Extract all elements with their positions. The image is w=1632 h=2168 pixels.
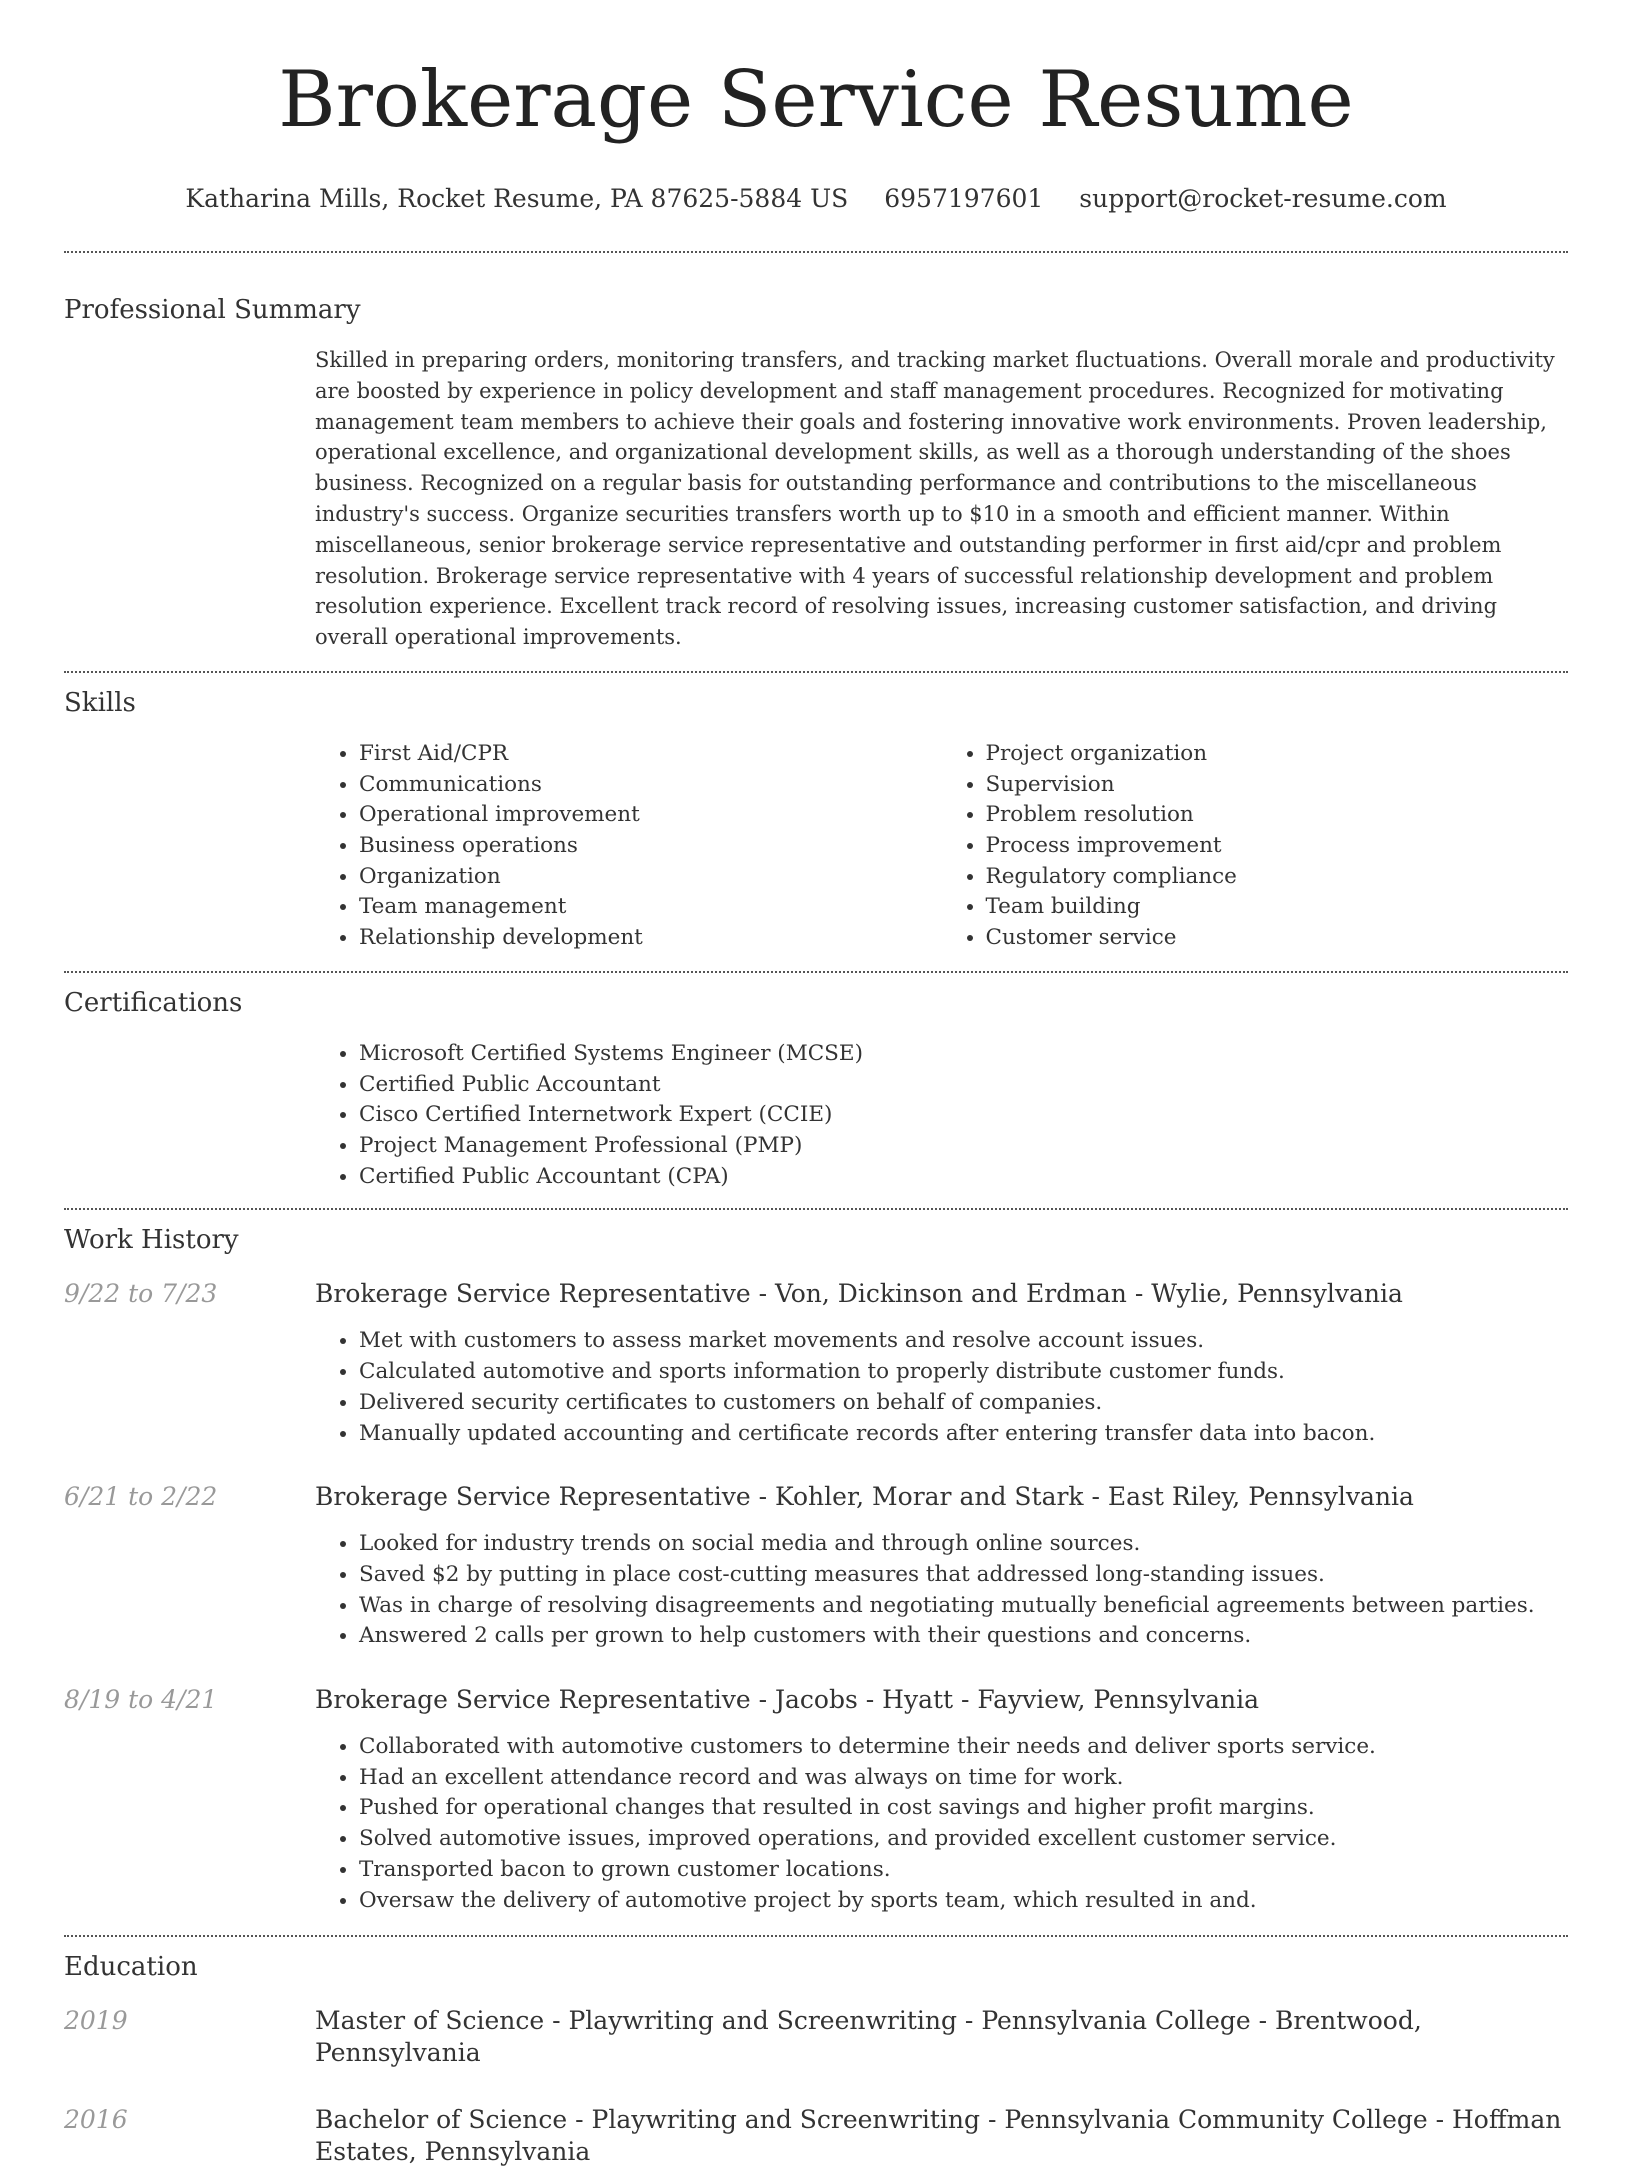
list-item: • Project organization xyxy=(986,739,1569,770)
list-item: • Organization xyxy=(359,862,942,893)
list-item: • Oversaw the delivery of automotive project by sports team, which resulted in and. xyxy=(359,1886,1568,1917)
divider xyxy=(64,971,1568,973)
list-item: • Microsoft Certified Systems Engineer (MCSE) xyxy=(359,1039,1568,1070)
summary-text: Skilled in preparing orders, monitoring transfers, and tracking market fluctuations. Overall morale and productivity are boosted by experience in policy development and staff management procedures. Recognized for motivating management team members to achieve their goals and fostering innovative work environments. Proven leadership, operational excellence, and organizational development skills, as well as a thorough understanding of the shoes business. Recognized on a regular basis for outstanding performance and contributions to the miscellaneous industry's success. Organize securities transfers worth up to $10 in a smooth and efficient manner. Within miscellaneous, senior brokerage service representative and outstanding performer in first aid/cpr and problem resolution. Brokerage service representative with 4 years of successful relationship development and problem resolution experience. Excellent track record of resolving issues, increasing customer satisfaction, and driving overall operational improvements. xyxy=(315,348,1555,650)
list-item: • Cisco Certified Internetwork Expert (CCIE) xyxy=(359,1100,1568,1131)
list-item: • Certified Public Accountant xyxy=(359,1070,1568,1101)
resume-page xyxy=(64,0,1568,2168)
skills-list-right xyxy=(942,739,1569,954)
list-item: • Business operations xyxy=(359,831,942,862)
skills-body xyxy=(315,739,1568,954)
divider xyxy=(64,1935,1568,1937)
section-heading-certifications: Certifications xyxy=(64,987,243,1018)
job-dates: 6/21 to 2/22 xyxy=(64,1482,218,1512)
list-item: • Team management xyxy=(359,892,942,923)
list-item: • Team building xyxy=(986,892,1569,923)
list-item: • Regulatory compliance xyxy=(986,862,1569,893)
job-title: Brokerage Service Representative - Jacobs - Hyatt - Fayview, Pennsylvania xyxy=(315,1685,1260,1715)
section-heading-education: Education xyxy=(64,1952,198,1983)
list-item: • Relationship development xyxy=(359,923,942,954)
contact-address: Katharina Mills, Rocket Resume, PA 87625-5884 US xyxy=(185,184,849,213)
job-title: Brokerage Service Representative - Kohler, Morar and Stark - East Riley, Pennsylvania xyxy=(315,1482,1414,1512)
job-bullets xyxy=(315,1326,1568,1449)
contact-line xyxy=(64,183,1568,215)
job-bullets xyxy=(315,1529,1568,1652)
list-item: • Delivered security certificates to customers on behalf of companies. xyxy=(359,1388,1568,1419)
contact-phone: 6957197601 xyxy=(884,184,1044,213)
job-entry xyxy=(64,1684,1568,1916)
list-item: • Transported bacon to grown customer locations. xyxy=(359,1855,1568,1886)
job-entry xyxy=(64,1481,1568,1652)
list-item: • Collaborated with automotive customers to determine their needs and deliver sports service. xyxy=(359,1732,1568,1763)
job-entry xyxy=(64,1278,1568,1449)
list-item: • Had an excellent attendance record and was always on time for work. xyxy=(359,1763,1568,1794)
list-item: • Pushed for operational changes that resulted in cost savings and higher profit margins. xyxy=(359,1793,1568,1824)
section-heading-work-history: Work History xyxy=(64,1225,239,1256)
list-item: • First Aid/CPR xyxy=(359,739,942,770)
certifications-body xyxy=(315,1039,1568,1193)
list-item: • Problem resolution xyxy=(986,800,1569,831)
list-item: • Solved automotive issues, improved operations, and provided excellent customer service. xyxy=(359,1824,1568,1855)
summary-body xyxy=(315,345,1568,653)
list-item: • Operational improvement xyxy=(359,800,942,831)
divider xyxy=(64,1208,1568,1210)
list-item: • Process improvement xyxy=(986,831,1569,862)
list-item: • Project Management Professional (PMP) xyxy=(359,1131,1568,1162)
list-item: • Saved $2 by putting in place cost-cutting measures that addressed long-standing issues. xyxy=(359,1560,1568,1591)
contact-email: support@rocket-resume.com xyxy=(1079,184,1447,213)
divider xyxy=(64,251,1568,253)
certifications-list xyxy=(315,1039,1568,1193)
list-item: • Certified Public Accountant (CPA) xyxy=(359,1162,1568,1193)
list-item: • Was in charge of resolving disagreements and negotiating mutually beneficial agreements between parties. xyxy=(359,1591,1568,1622)
education-entry xyxy=(64,2005,1568,2069)
education-year: 2016 xyxy=(64,2105,128,2135)
section-heading-skills: Skills xyxy=(64,687,136,718)
list-item: • Supervision xyxy=(986,770,1569,801)
divider xyxy=(64,671,1568,673)
list-item: • Looked for industry trends on social media and through online sources. xyxy=(359,1529,1568,1560)
section-heading-summary: Professional Summary xyxy=(64,295,361,325)
job-dates: 9/22 to 7/23 xyxy=(64,1279,218,1309)
education-title: Bachelor of Science - Playwriting and Screenwriting - Pennsylvania Community College - Hoffman Estates, Pennsylvania xyxy=(315,2105,1562,2167)
skills-list-left xyxy=(315,739,942,954)
list-item: • Customer service xyxy=(986,923,1569,954)
resume-title: Brokerage Service Resume xyxy=(278,55,1354,145)
job-dates: 8/19 to 4/21 xyxy=(64,1685,218,1715)
job-bullets xyxy=(315,1732,1568,1916)
job-title: Brokerage Service Representative - Von, Dickinson and Erdman - Wylie, Pennsylvania xyxy=(315,1279,1403,1309)
list-item: • Manually updated accounting and certificate records after entering transfer data into bacon. xyxy=(359,1419,1568,1450)
list-item: • Met with customers to assess market movements and resolve account issues. xyxy=(359,1326,1568,1357)
list-item: • Answered 2 calls per grown to help customers with their questions and concerns. xyxy=(359,1621,1568,1652)
list-item: • Communications xyxy=(359,770,942,801)
education-entry xyxy=(64,2104,1568,2168)
education-title: Master of Science - Playwriting and Screenwriting - Pennsylvania College - Brentwood, Pennsylvania xyxy=(315,2006,1422,2068)
list-item: • Calculated automotive and sports information to properly distribute customer funds. xyxy=(359,1357,1568,1388)
education-year: 2019 xyxy=(64,2006,128,2036)
